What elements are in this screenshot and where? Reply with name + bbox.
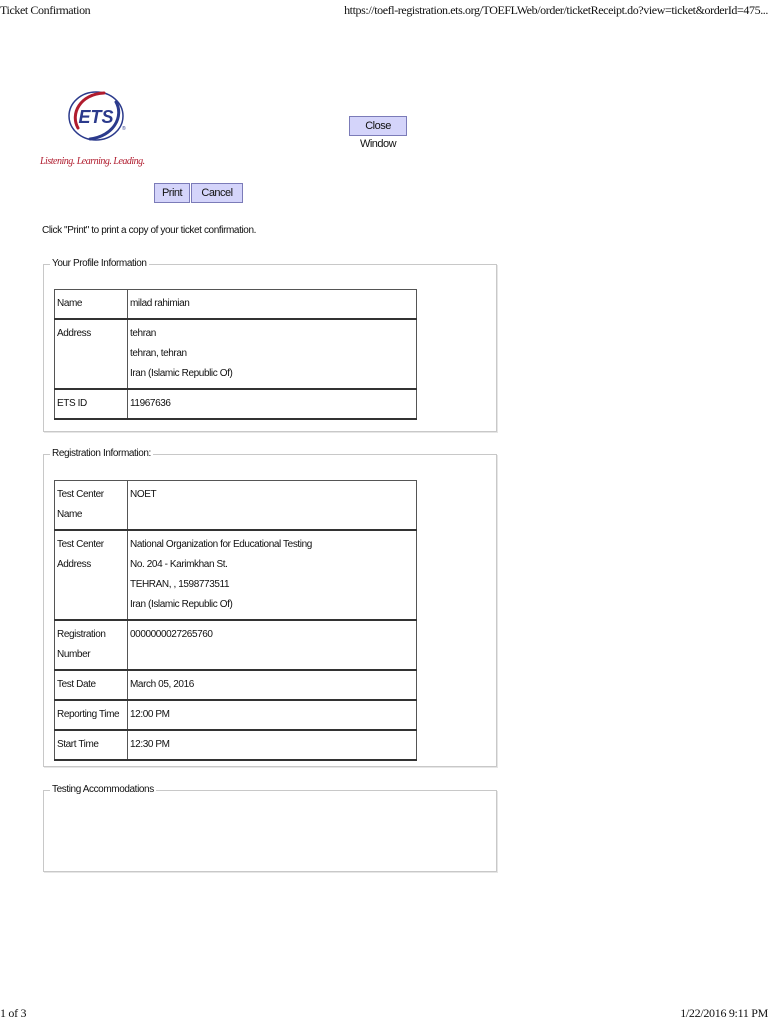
- print-button[interactable]: Print: [154, 183, 190, 203]
- test-date-value: March 05, 2016: [128, 670, 417, 700]
- address-line: Iran (Islamic Republic Of): [130, 599, 233, 610]
- address-value: [128, 319, 417, 389]
- accommodations-fieldset: [43, 784, 497, 872]
- profile-legend: Your Profile Information: [52, 258, 147, 269]
- reporting-time-value: 12:00 PM: [128, 700, 417, 730]
- address-line: National Organization for Educational Testing: [130, 539, 312, 550]
- address-line: tehran: [130, 328, 156, 339]
- print-instruction: Click "Print" to print a copy of your ticket confirmation.: [42, 225, 256, 236]
- test-center-address-label: [55, 530, 128, 620]
- logo-tagline: Listening. Learning. Leading.: [40, 156, 145, 167]
- address-line: Iran (Islamic Republic Of): [130, 368, 233, 379]
- table-row: [55, 670, 417, 700]
- label-line: Name: [57, 509, 83, 520]
- print-header: [0, 3, 768, 19]
- ets-logo-icon: [64, 88, 134, 148]
- ets-logo: [40, 88, 145, 170]
- label-line: Test Center: [57, 539, 104, 550]
- test-date-label: Test Date: [55, 670, 128, 700]
- name-label: Name: [55, 290, 128, 320]
- reporting-time-label: Reporting Time: [55, 700, 128, 730]
- registration-table: [54, 480, 417, 761]
- label-line: Number: [57, 649, 91, 660]
- table-row: [55, 730, 417, 760]
- registration-fieldset: [43, 448, 497, 767]
- print-footer: [0, 1006, 768, 1022]
- profile-fieldset: [43, 258, 497, 432]
- test-center-name-value: NOET: [128, 481, 417, 531]
- address-line: No. 204 - Karimkhan St.: [130, 559, 228, 570]
- table-row: [55, 389, 417, 419]
- label-line: Test Center: [57, 489, 104, 500]
- label-line: Address: [57, 559, 91, 570]
- registration-number-label: [55, 620, 128, 670]
- profile-table: [54, 289, 417, 420]
- registered-mark: ®: [122, 126, 126, 132]
- accommodations-legend: Testing Accommodations: [52, 784, 154, 795]
- close-window-button[interactable]: Close Window: [349, 116, 407, 136]
- address-line: tehran, tehran: [130, 348, 187, 359]
- document-url: https://toefl-registration.ets.org/TOEFLWeb/order/ticketReceipt.do?view=ticket&orderId=475...: [344, 3, 768, 17]
- name-value: milad rahimian: [128, 290, 417, 320]
- table-row: [55, 481, 417, 531]
- start-time-label: Start Time: [55, 730, 128, 760]
- logo-mark-text: ETS: [78, 107, 114, 127]
- table-row: [55, 530, 417, 620]
- address-label: Address: [55, 319, 128, 389]
- document-title: Ticket Confirmation: [0, 3, 91, 17]
- test-center-name-label: [55, 481, 128, 531]
- ets-id-value: 11967636: [128, 389, 417, 419]
- table-row: [55, 319, 417, 389]
- registration-legend: Registration Information:: [52, 448, 151, 459]
- start-time-value: 12:30 PM: [128, 730, 417, 760]
- table-row: [55, 290, 417, 320]
- table-row: [55, 700, 417, 730]
- ets-id-label: ETS ID: [55, 389, 128, 419]
- cancel-button[interactable]: Cancel: [191, 183, 243, 203]
- registration-number-value: 0000000027265760: [128, 620, 417, 670]
- label-line: Registration: [57, 629, 106, 640]
- address-line: TEHRAN, , 1598773511: [130, 579, 230, 590]
- page-number: 1 of 3: [0, 1006, 27, 1020]
- table-row: [55, 620, 417, 670]
- test-center-address-value: [128, 530, 417, 620]
- print-datetime: 1/22/2016 9:11 PM: [680, 1006, 768, 1020]
